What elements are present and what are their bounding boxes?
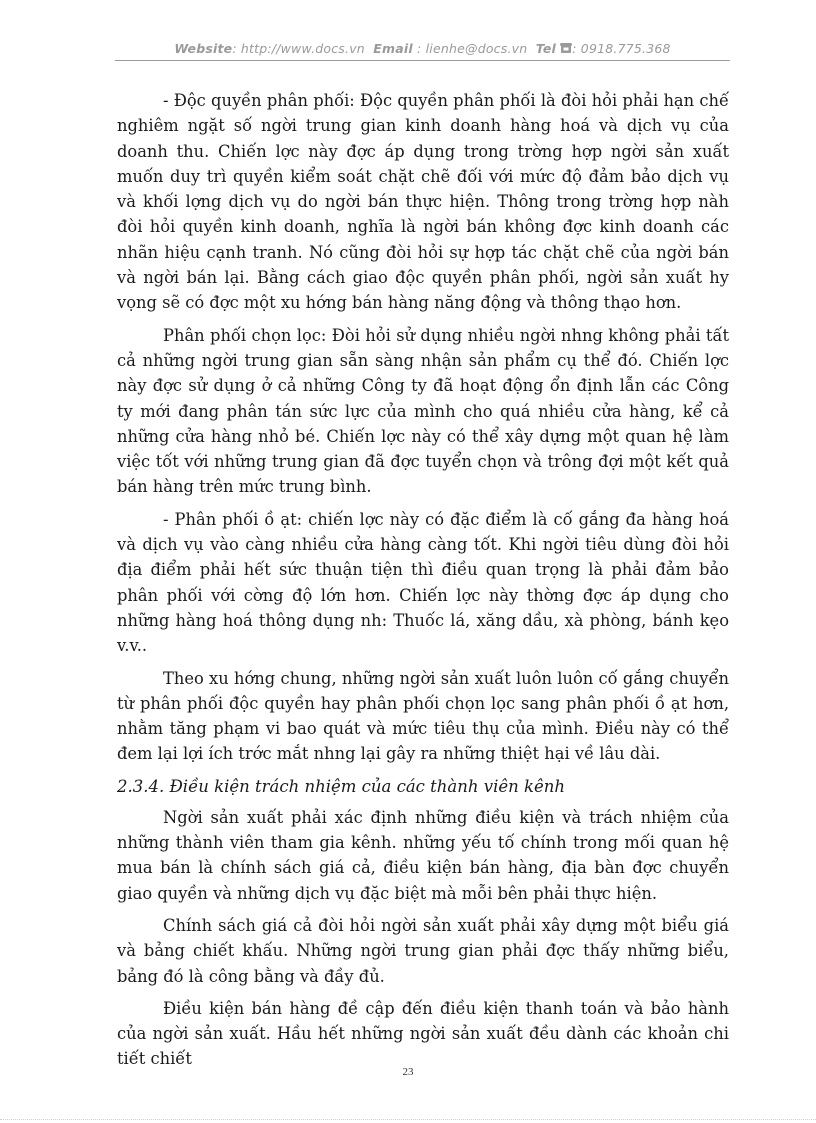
tel-label: Tel	[535, 41, 557, 56]
paragraph-producer-conditions: Ngời sản xuất phải xác định những điều kiện và trách nhiệm của những thành viên tham gia kênh. những yếu tố chính trong mối quan hệ mua bán là chính sách giá cả, điều kiện bán hàng, địa bàn đợc chuyển giao quyền và những dịch vụ đặc biệt mà mỗi bên phải thực hiện.	[117, 807, 729, 903]
header-divider	[115, 60, 730, 61]
phone-icon	[560, 42, 572, 57]
paragraph-sales-conditions: Điều kiện bán hàng đề cập đến điều kiện thanh toán và bảo hành của ngời sản xuất. Hầu hết những ngời sản xuất đều dành các khoản chi tiết chiết	[117, 998, 729, 1069]
paragraph-intensive-distribution: - Phân phối ồ ạt: chiến lợc này có đặc điểm là cố gắng đa hàng hoá và dịch vụ vào càng nhiều cửa hàng càng tốt. Khi ngời tiêu dùng đòi hỏi địa điểm phải hết sức thuận tiện thì điều quan trọng là phải đảm bảo phân phối với cờng độ lớn hơn. Chiến lợc này thờng đợc áp dụng cho những hàng hoá thông dụng nh: Thuốc lá, xăng dầu, xà phòng, bánh kẹo v.v..	[117, 509, 729, 656]
email-value: : lienhe@docs.vn	[417, 41, 528, 56]
footer-divider	[0, 1119, 816, 1120]
page-header	[115, 41, 730, 57]
website-label: Website	[174, 41, 233, 56]
section-heading: 2.3.4. Điều kiện trách nhiệm của các thành viên kênh	[117, 776, 566, 796]
paragraph-exclusive-distribution: - Độc quyền phân phối: Độc quyền phân phối là đòi hỏi phải hạn chế nghiêm ngặt số ngời trung gian kinh doanh hàng hoá và dịch vụ của doanh thu. Chiến lợc này đợc áp dụng trong trờng hợp ngời sản xuất muốn duy trì quyền kiểm soát chặt chẽ đối với mức độ đảm bảo dịch vụ và khối lợng dịch vụ do ngời bán thực hiện. Thông trong trờng hợp nàh đòi hỏi quyền kinh doanh, nghĩa là ngời bán không đợc kinh doanh các nhãn hiệu cạnh tranh. Nó cũng đòi hỏi sự hợp tác chặt chẽ của ngời bán và ngời bán lại. Bằng cách giao độc quyền phân phối, ngời sản xuất hy vọng sẽ có đợc một xu hớng bán hàng năng động và thông thạo hơn.	[117, 91, 729, 313]
paragraph-trend: Theo xu hớng chung, những ngời sản xuất luôn luôn cố gắng chuyển từ phân phối độc quyền hay phân phối chọn lọc sang phân phối ồ ạt hơn, nhằm tăng phạm vi bao quát và mức tiêu thụ của mình. Điều này có thể đem lại lợi ích trớc mắt nhng lại gây ra những thiệt hại về lâu dài.	[117, 668, 729, 764]
tel-value: : 0918.775.368	[572, 41, 671, 56]
website-value: : http://www.docs.vn	[232, 41, 365, 56]
paragraph-selective-distribution: Phân phối chọn lọc: Đòi hỏi sử dụng nhiều ngời nhng không phải tất cả những ngời trung gian sẵn sàng nhận sản phẩm cụ thể đó. Chiến lợc này đợc sử dụng ở cả những Công ty đã hoạt động ổn định lẫn các Công ty mới đang phân tán sức lực của mình cho quá nhiều cửa hàng, kể cả những cửa hàng nhỏ bé. Chiến lợc này có thể xây dựng một quan hệ làm việc tốt với những trung gian đã đợc tuyển chọn và trông đợi một kết quả bán hàng trên mức trung bình.	[117, 325, 729, 497]
page-number: 23	[402, 1066, 414, 1078]
document-body	[117, 88, 729, 1079]
email-label: Email	[373, 41, 413, 56]
paragraph-pricing-policy: Chính sách giá cả đòi hỏi ngời sản xuất phải xây dựng một biểu giá và bảng chiết khấu. Những ngời trung gian phải đợc thấy những biểu, bảng đó là công bằng và đầy đủ.	[117, 915, 729, 986]
